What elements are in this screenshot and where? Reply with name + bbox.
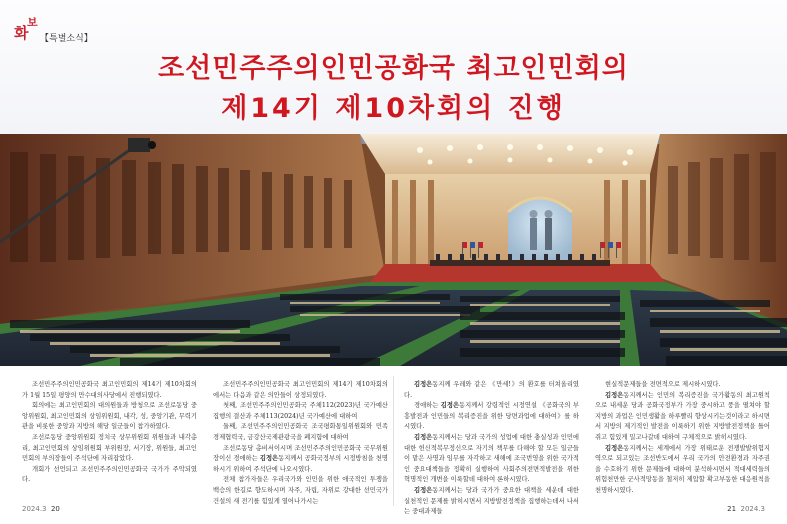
paragraph: 전체 참가자들은 우리국가와 인민을 위한 애국적인 투쟁을 백승의 한길로 향도하시며 자주, 자립, 자위로 강대한 선민국가건설의 새 전기를 힘있게 열어나가시는 (213, 476, 388, 505)
page-footer (0, 505, 787, 519)
leader-name: 김정은 (605, 444, 624, 452)
footer-right (727, 505, 765, 513)
footer-right-year: 2024.3 (740, 505, 765, 513)
headline-line-1: 조선민주주의인민공화국 최고인민회의 (158, 53, 629, 84)
page-number-left: 20 (50, 505, 60, 513)
masthead (0, 0, 787, 134)
footer-left-year: 2024.3 (22, 505, 47, 513)
brand-char-2: 보 (27, 16, 38, 29)
footer-left (22, 505, 60, 513)
leader-name: 김정은 (414, 381, 433, 388)
page-number-right: 21 (727, 505, 737, 513)
paragraph: 조선민주주의인민공화국 최고인민회의 제14기 제10차회의가 1월 15일 평양의 만수대의사당에서 진행되였다. (22, 381, 197, 399)
assembly-hall-photo (0, 134, 787, 366)
headline-line-2: 제14기 제10차회의 진행 (221, 93, 566, 124)
paragraph: 둘째, 조선민주주의인민공화국 조국평화통일위원회와 민족경제협력국, 금강산국제관광국을 폐지함에 대하여 (213, 423, 388, 441)
paragraph: 김정은동지께서는 세계에서 가장 위태로운 전쟁발발위험지역으로 되고있는 조선반도에서 우리 국가의 안전환경과 자주권을 수호하기 위한 문제들에 대하여 분석하시면서 적대세력들의 위험천만한 군사적망동을 철저히 제압할 확고부동한 대응원칙을 천명하시였다. (595, 444, 770, 494)
article-column-1 (22, 380, 197, 502)
paragraph: 경애하는 김정은동지께서 강령적인 시정연설 《공화국의 부흥발전과 인민들의 복리증진을 위한 당면과업에 대하여》를 하시였다. (404, 402, 579, 431)
leader-name: 김정은 (605, 391, 624, 399)
leader-name: 김정은 (414, 433, 433, 441)
article-column-4 (595, 380, 770, 502)
paragraph: 김정은동지께 우레와 같은 《만세!》의 환호를 터쳐올리였다. (404, 381, 579, 399)
brand-mark (14, 16, 40, 42)
article-column-3 (404, 380, 579, 516)
leader-name: 김정은 (414, 486, 433, 494)
paragraph: 현실적문제들을 전면적으로 제시하시였다. (605, 381, 721, 388)
paragraph: 회의에는 최고인민회의 대의원들과 방청으로 조선로동당 중앙위원회, 최고인민회의 상임위원회, 내각, 성, 중앙기관, 무력기관을 비롯한 중앙과 지방의 해당 일군들이 참가하였다. (22, 402, 197, 431)
leader-name: 김정은 (259, 455, 279, 463)
paragraph: 김정은동지께서는 인민의 복리증진을 국가활동의 최고원칙으로 내세운 당과 공화국정부가 가장 중시하고 풍을 떨쳐야 할 지방의 과업은 인민생활을 하루빨리 향상시키는것이라고 하시면서 지방의 제기적인 발전을 이룩하기 위한 지방발전정책을 틀어쥐고 힘있게 밀고나갈데 대하여 구체적으로 밝히시였다. (595, 391, 770, 441)
paragraph: 김정은동지께서는 당과 국가가 중요한 대책을 세운데 대한 실천적인 문제를 밝히시면서 지방발전정책을 집행하는데서 나서는 중대과제들 (404, 486, 579, 516)
leader-name: 김정은 (440, 402, 460, 410)
section-tag: 【특별소식】 (40, 34, 93, 44)
paragraph: 조선민주주의인민공화국 최고인민회의 제14기 제10차회의에서는 다음과 같은 의안들이 상정되였다. (213, 381, 388, 399)
paragraph: 조선로동당 중앙위원회 정치국 상무위원회 위원들과 내각총리, 최고인민회의 상임위원회 부위원장, 서기장, 위원들, 최고인민회의 부의장들이 주석단에 자리잡았다. (22, 433, 197, 463)
paragraph: 첫째, 조선민주주의인민공화국 주체112(2023)년 국가예산집행의 결산과 주체113(2024)년 국가예산에 대하여 (213, 402, 388, 420)
brand-char-1: 화 (14, 24, 29, 42)
paragraph: 김정은동지께서는 당과 국가의 성업에 대한 충실성과 인민에 대한 헌신적복무정신으로 자기의 책무를 다해야 할 모든 일군들이 맡은 사명과 임무를 자각하고 새해에 조국번영을 위한 국가적인 중요대책들을 정확히 실행하여 사회주의전면적발전을 위한 혁명적인 개변을 이룩할데 대하여 론하시였다. (404, 433, 579, 484)
paragraph: 조선로동당 총비서이시며 조선민주주의인민공화국 국무위원장이신 경애하는 김정은동지께서 공화국정부의 시정방침을 천명하시기 위하여 주석단에 나오시였다. (213, 444, 388, 473)
article-column-2 (213, 380, 388, 505)
paragraph: 개회가 선언되고 조선민주주의인민공화국 국가가 주악되였다. (22, 465, 197, 484)
